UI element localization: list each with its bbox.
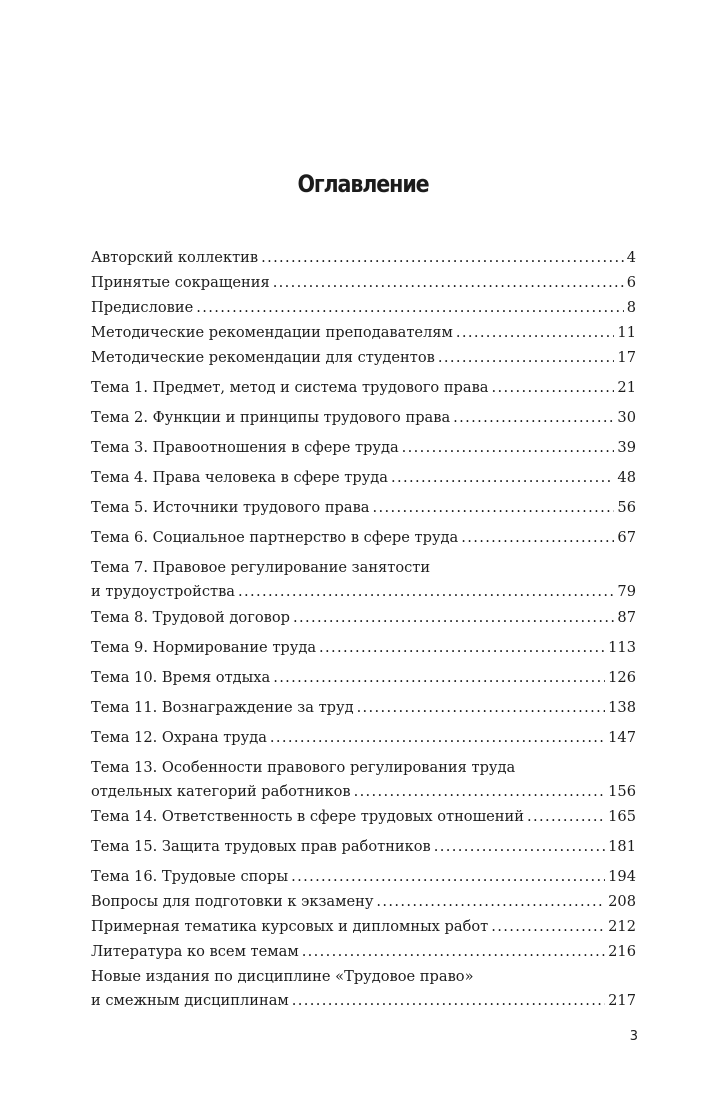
toc-entry[interactable] (91, 406, 636, 430)
dot-leader (302, 940, 605, 964)
toc-entry-title: Тема 5. Источники трудового права (91, 499, 370, 516)
toc-entry[interactable] (91, 666, 636, 690)
dot-leader (376, 890, 605, 914)
toc-entry-title-line1: Тема 13. Особенности правового регулирования труда (91, 759, 516, 776)
toc-entry-title: Тема 3. Правоотношения в сфере труда (91, 439, 399, 456)
toc-entry[interactable] (91, 940, 636, 964)
dot-leader (434, 835, 605, 859)
toc-entry-page: 67 (617, 529, 636, 546)
toc-entry[interactable] (91, 526, 636, 550)
dot-leader (270, 726, 605, 750)
toc-entry[interactable] (91, 915, 636, 939)
dot-leader (456, 321, 615, 345)
toc-entry-title: Тема 15. Защита трудовых прав работников (91, 838, 431, 855)
toc-entry-title: Тема 1. Предмет, метод и система трудового права (91, 379, 489, 396)
toc-entry-page: 208 (608, 893, 636, 910)
toc-entry-page: 17 (617, 349, 636, 366)
toc-entry[interactable] (91, 246, 636, 270)
toc-entry[interactable] (91, 865, 636, 889)
dot-leader (293, 606, 614, 630)
toc-entry[interactable] (91, 636, 636, 660)
dot-leader (319, 636, 605, 660)
toc-entry-page: 11 (617, 324, 636, 341)
dot-leader (461, 526, 614, 550)
toc-entry-title: Принятые сокращения (91, 274, 270, 291)
toc-entry-page: 113 (608, 639, 636, 656)
dot-leader (196, 296, 623, 320)
toc-entry-title: Тема 14. Ответственность в сфере трудовых отношений (91, 808, 524, 825)
page-title: Оглавление (297, 170, 429, 198)
toc-entry-page: 181 (608, 838, 636, 855)
toc-entry-title: Тема 9. Нормирование труда (91, 639, 317, 656)
table-of-contents (91, 0, 636, 1115)
toc-entry-page: 216 (608, 943, 636, 960)
toc-entry-title: Методические рекомендации для студентов (91, 349, 435, 366)
toc-entry-title: отдельных категорий работников (91, 783, 351, 800)
dot-leader (402, 436, 615, 460)
toc-entry-title-line1: Новые издания по дисциплине «Трудовое право» (91, 968, 474, 985)
toc-entry[interactable] (91, 696, 636, 720)
dot-leader (491, 915, 605, 939)
dot-leader (291, 865, 605, 889)
toc-entry[interactable] (91, 321, 636, 345)
toc-entry[interactable] (91, 271, 636, 295)
toc-entry[interactable] (91, 756, 636, 804)
dot-leader (292, 989, 605, 1013)
toc-entry[interactable] (91, 835, 636, 859)
toc-entry-page: 8 (626, 299, 636, 316)
toc-entry-page: 30 (617, 409, 636, 426)
toc-entry-title: Тема 12. Охрана труда (91, 729, 267, 746)
dot-leader (492, 376, 615, 400)
toc-entry-title: Тема 4. Права человека в сфере труда (91, 469, 388, 486)
toc-entry-title: Примерная тематика курсовых и дипломных работ (91, 918, 489, 935)
toc-entry-title: и трудоустройства (91, 583, 235, 600)
dot-leader (357, 696, 606, 720)
toc-entry-page: 6 (626, 274, 636, 291)
toc-entry[interactable] (91, 965, 636, 1013)
toc-entry[interactable] (91, 376, 636, 400)
dot-leader (354, 780, 606, 804)
toc-entry-page: 147 (608, 729, 636, 746)
dot-leader (273, 271, 624, 295)
toc-entry-title: Тема 8. Трудовой договор (91, 609, 290, 626)
toc-entry-page: 156 (608, 783, 636, 800)
dot-leader (261, 246, 624, 270)
toc-entry-page: 39 (617, 439, 636, 456)
toc-entry-title-line1: Тема 7. Правовое регулирование занятости (91, 559, 431, 576)
toc-entry-page: 212 (608, 918, 636, 935)
page-number: 3 (629, 1029, 638, 1044)
toc-entry[interactable] (91, 436, 636, 460)
toc-entry-title: Вопросы для подготовки к экзамену (91, 893, 374, 910)
dot-leader (273, 666, 605, 690)
dot-leader (438, 346, 615, 370)
toc-entry-page: 165 (608, 808, 636, 825)
toc-entry[interactable] (91, 296, 636, 320)
toc-entry[interactable] (91, 556, 636, 604)
toc-entry-title: Авторский коллектив (91, 249, 259, 266)
toc-entry-page: 4 (626, 249, 636, 266)
toc-entry-title: Тема 11. Вознаграждение за труд (91, 699, 354, 716)
toc-entry[interactable] (91, 890, 636, 914)
toc-entry-page: 48 (617, 469, 636, 486)
toc-entry-page: 87 (617, 609, 636, 626)
toc-entry-title: Тема 16. Трудовые споры (91, 868, 289, 885)
toc-entry-page: 126 (608, 669, 636, 686)
toc-entry[interactable] (91, 496, 636, 520)
dot-leader (391, 466, 614, 490)
toc-entry-title: и смежным дисциплинам (91, 992, 289, 1009)
toc-entry-title: Литература ко всем темам (91, 943, 299, 960)
dot-leader (238, 580, 614, 604)
toc-entry-title: Тема 10. Время отдыха (91, 669, 271, 686)
toc-entry[interactable] (91, 606, 636, 630)
dot-leader (373, 496, 615, 520)
toc-entry[interactable] (91, 726, 636, 750)
toc-entry-title: Предисловие (91, 299, 194, 316)
toc-entry-page: 79 (617, 583, 636, 600)
toc-entry-title: Методические рекомендации преподавателям (91, 324, 453, 341)
toc-entry-title: Тема 6. Социальное партнерство в сфере труда (91, 529, 459, 546)
toc-entry-title: Тема 2. Функции и принципы трудового права (91, 409, 451, 426)
toc-entry[interactable] (91, 466, 636, 490)
toc-entry[interactable] (91, 805, 636, 829)
toc-entry-page: 138 (608, 699, 636, 716)
dot-leader (453, 406, 614, 430)
dot-leader (527, 805, 605, 829)
toc-entry[interactable] (91, 346, 636, 370)
toc-entry-page: 217 (608, 992, 636, 1009)
toc-entry-page: 56 (617, 499, 636, 516)
toc-entry-page: 21 (617, 379, 636, 396)
toc-entry-page: 194 (608, 868, 636, 885)
